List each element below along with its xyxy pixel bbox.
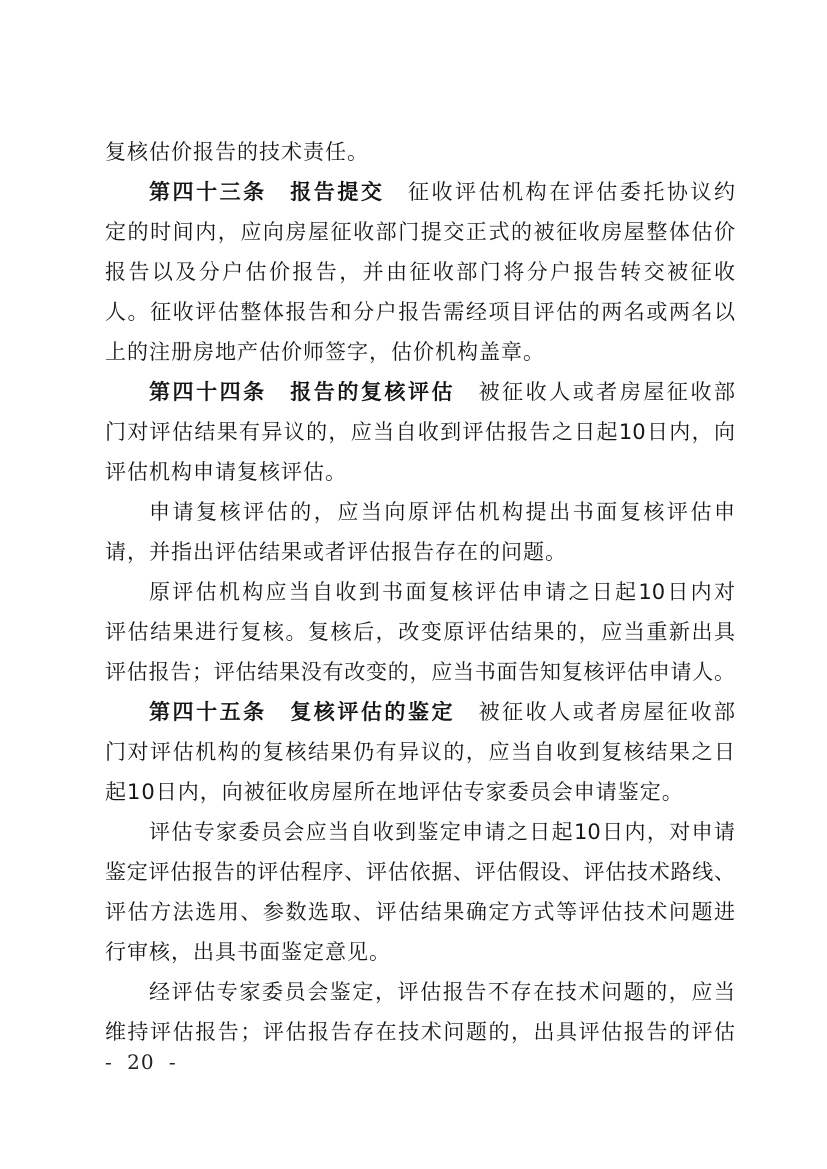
body-text: 鉴定评估报告的评估程序、评估依据、评估假设、评估技术路线、: [105, 860, 735, 884]
text-line: [105, 852, 735, 892]
page-number: - 20 -: [105, 1050, 177, 1074]
text-line: [105, 1012, 735, 1052]
text-line: [105, 412, 735, 452]
text-line: [105, 892, 735, 932]
body-text: 上的注册房地产估价师签字，估价机构盖章。: [105, 340, 545, 364]
body-text: 经评估专家委员会鉴定，评估报告不存在技术问题的，应当: [149, 980, 735, 1004]
text-line: [105, 452, 735, 492]
article-heading: 第四十五条 复核评估的鉴定: [149, 700, 456, 724]
body-text: 征收评估机构在评估委托协议约: [384, 180, 736, 204]
text-line: [105, 652, 735, 692]
text-line: [105, 132, 735, 172]
body-text: 原评估机构应当自收到书面复核评估申请之日起10日内对: [149, 580, 735, 604]
body-text: 定的时间内，应向房屋征收部门提交正式的被征收房屋整体估价: [105, 220, 735, 244]
text-line: [105, 812, 735, 852]
body-text: 行审核，出具书面鉴定意见。: [105, 940, 391, 964]
body-text: 评估专家委员会应当自收到鉴定申请之日起10日内，对申请: [149, 820, 735, 844]
body-text: 起10日内，向被征收房屋所在地评估专家委员会申请鉴定。: [105, 780, 684, 804]
text-line: [105, 492, 735, 532]
body-text: 申请复核评估的，应当向原评估机构提出书面复核评估申: [149, 500, 735, 524]
body-text: 被征收人或者房屋征收部: [455, 700, 736, 724]
body-text: 评估结果进行复核。复核后，改变原评估结果的，应当重新出具: [105, 620, 735, 644]
text-line: [105, 332, 735, 372]
article-heading: 第四十三条 报告提交: [149, 180, 385, 204]
document-body: [105, 132, 735, 1052]
body-text: 请，并指出评估结果或者评估报告存在的问题。: [105, 540, 567, 564]
page-footer: [105, 1050, 177, 1074]
text-line: [105, 292, 735, 332]
body-text: 门对评估机构的复核结果仍有异议的，应当自收到复核结果之日: [105, 740, 735, 764]
text-line: [105, 532, 735, 572]
body-text: 报告以及分户估价报告，并由征收部门将分户报告转交被征收: [105, 260, 735, 284]
body-text: 门对评估结果有异议的，应当自收到评估报告之日起10日内，向: [105, 420, 735, 444]
body-text: 人。征收评估整体报告和分户报告需经项目评估的两名或两名以: [105, 300, 735, 324]
body-text: 评估方法选用、参数选取、评估结果确定方式等评估技术问题进: [105, 900, 735, 924]
text-line: [105, 252, 735, 292]
text-line: [105, 572, 735, 612]
text-line: [105, 932, 735, 972]
body-text: 评估机构申请复核评估。: [105, 460, 347, 484]
body-text: 被征收人或者房屋征收部: [455, 380, 736, 404]
article-heading-line: [105, 372, 735, 412]
body-text: 维持评估报告；评估报告存在技术问题的，出具评估报告的评估: [105, 1020, 735, 1044]
text-line: [105, 612, 735, 652]
text-line: [105, 972, 735, 1012]
article-heading-line: [105, 692, 735, 732]
text-line: [105, 732, 735, 772]
article-heading-line: [105, 172, 735, 212]
text-line: [105, 212, 735, 252]
article-heading: 第四十四条 报告的复核评估: [149, 380, 456, 404]
body-text: 评估报告；评估结果没有改变的，应当书面告知复核评估申请人。: [105, 660, 735, 684]
text-line: [105, 772, 735, 812]
body-text: 复核估价报告的技术责任。: [105, 140, 369, 164]
